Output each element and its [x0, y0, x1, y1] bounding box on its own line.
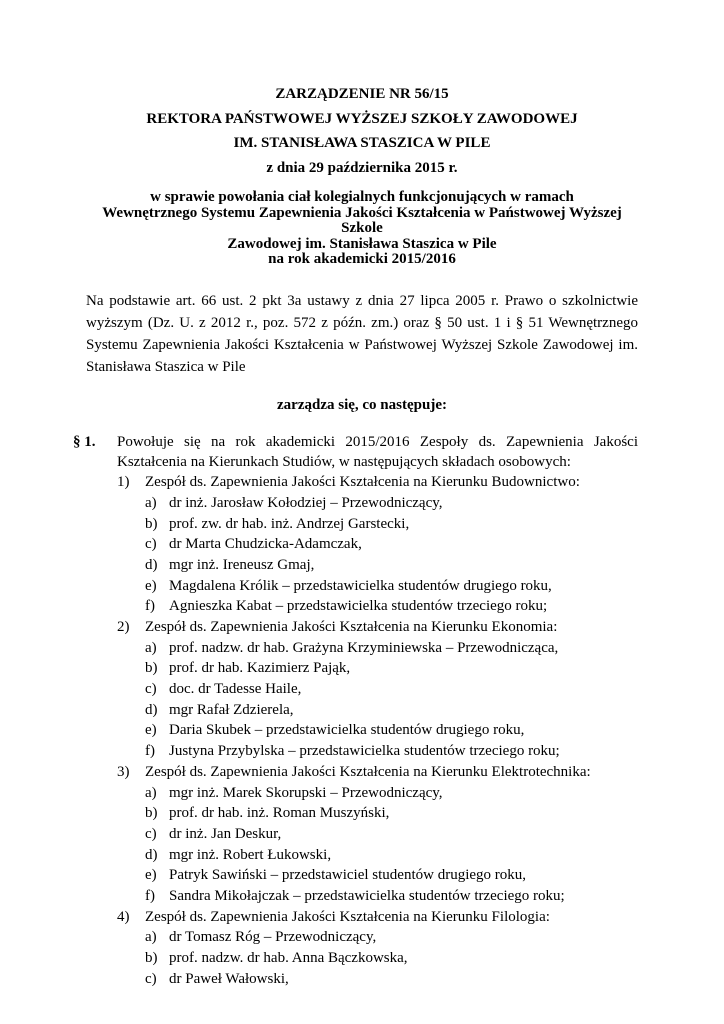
team-list	[117, 473, 638, 989]
subject-line: Wewnętrznego Systemu Zapewnienia Jakości Kształcenia w Państwowej Wyższej Szkole	[102, 204, 622, 236]
member-name: prof. zw. dr hab. inż. Andrzej Garstecki,	[169, 515, 410, 532]
member-item	[117, 742, 638, 762]
member-letter: a)	[145, 784, 157, 801]
decree-statement: zarządza się, co następuje:	[277, 396, 447, 413]
member-item	[117, 949, 638, 969]
member-item	[117, 577, 638, 597]
document-title: ZARZĄDZENIE NR 56/15	[275, 86, 449, 102]
legal-basis: Na podstawie art. 66 ust. 2 pkt 3a ustawy z dnia 27 lipca 2005 r. Prawo o szkolnictwie wyższym (Dz. U. z 2012 r., poz. 572 z późn. zm.) oraz § 50 ust. 1 i § 51 Wewnętrznego Systemu Zapewnienia Jakości Kształcenia w Państwowej Wyższej Szkole Zawodowej im. Stanisława Staszica w Pile	[86, 292, 638, 375]
member-name: prof. nadzw. dr hab. Anna Bączkowska,	[169, 950, 408, 966]
member-name: doc. dr Tadesse Haile,	[169, 681, 302, 698]
member-item	[117, 556, 638, 576]
member-item	[117, 970, 638, 990]
subject-line: na rok akademicki 2015/2016	[268, 251, 456, 267]
member-name: dr inż. Jarosław Kołodziej – Przewodniczący,	[169, 494, 443, 511]
team-title: Zespół ds. Zapewnienia Jakości Kształcenia na Kierunku Filologia:	[145, 908, 550, 925]
member-item	[117, 928, 638, 948]
member-letter: c)	[145, 825, 157, 842]
member-name: dr inż. Jan Deskur,	[169, 825, 282, 842]
member-name: Agnieszka Kabat – przedstawicielka studentów trzeciego roku;	[169, 598, 548, 615]
member-list	[117, 639, 638, 762]
member-letter: f)	[145, 598, 155, 615]
team-title: Zespół ds. Zapewnienia Jakości Kształcenia na Kierunku Elektrotechnika:	[145, 763, 591, 780]
team-item	[117, 763, 638, 907]
member-letter: c)	[145, 536, 157, 553]
member-letter: a)	[145, 494, 157, 511]
subject-line: Zawodowej im. Stanisława Staszica w Pile	[227, 235, 497, 252]
member-item	[117, 784, 638, 804]
member-letter: e)	[145, 867, 157, 884]
paragraph-1	[73, 433, 638, 989]
member-letter: f)	[145, 887, 155, 904]
member-name: prof. nadzw. dr hab. Grażyna Krzyminiewska – Przewodnicząca,	[169, 639, 559, 656]
issuer-line: REKTORA PAŃSTWOWEJ WYŻSZEJ SZKOŁY ZAWODOWEJ	[146, 110, 578, 127]
team-item	[117, 473, 638, 617]
team-number: 1)	[117, 474, 130, 491]
member-item	[117, 659, 638, 679]
team-heading	[117, 908, 638, 928]
member-letter: e)	[145, 577, 157, 594]
member-letter: b)	[145, 660, 158, 677]
paragraph-number: § 1.	[73, 434, 96, 450]
institution-name: IM. STANISŁAWA STASZICA W PILE	[233, 135, 491, 151]
member-name: dr Tomasz Róg – Przewodniczący,	[169, 929, 377, 946]
team-heading	[117, 618, 638, 638]
member-item	[117, 804, 638, 824]
member-list	[117, 494, 638, 617]
document-subject	[86, 190, 638, 268]
member-name: dr Paweł Wałowski,	[169, 970, 289, 987]
member-name: Sandra Mikołajczak – przedstawicielka studentów trzeciego roku;	[169, 887, 565, 904]
team-heading	[117, 763, 638, 783]
member-name: Daria Skubek – przedstawicielka studentów drugiego roku,	[169, 722, 525, 739]
member-letter: d)	[145, 701, 158, 718]
team-item	[117, 908, 638, 990]
member-letter: a)	[145, 929, 157, 946]
member-letter: d)	[145, 556, 158, 573]
member-name: prof. dr hab. Kazimierz Pająk,	[169, 660, 351, 677]
member-name: mgr inż. Marek Skorupski – Przewodniczący,	[169, 784, 443, 801]
member-letter: e)	[145, 722, 157, 739]
member-name: prof. dr hab. inż. Roman Muszyński,	[169, 805, 390, 822]
team-number: 2)	[117, 619, 130, 635]
team-heading	[117, 473, 638, 493]
member-item	[117, 535, 638, 555]
member-item	[117, 887, 638, 907]
member-item	[117, 825, 638, 845]
subject-line: w sprawie powołania ciał kolegialnych funkcjonujących w ramach	[150, 189, 574, 205]
team-title: Zespół ds. Zapewnienia Jakości Kształcenia na Kierunku Budownictwo:	[145, 474, 580, 491]
member-item	[117, 515, 638, 535]
member-item	[117, 597, 638, 617]
member-letter: f)	[145, 743, 155, 760]
member-name: mgr Rafał Zdzierela,	[169, 701, 294, 718]
member-name: mgr inż. Robert Łukowski,	[169, 846, 332, 863]
member-letter: d)	[145, 846, 158, 863]
team-number: 3)	[117, 763, 130, 780]
member-item	[117, 866, 638, 886]
member-item	[117, 721, 638, 741]
paragraph-text: Powołuje się na rok akademicki 2015/2016 Zespoły ds. Zapewnienia Jakości Kształcenia na Kierunkach Studiów, w następujących składach osobowych:	[117, 434, 638, 470]
member-letter: b)	[145, 950, 158, 966]
member-letter: b)	[145, 805, 158, 822]
member-item	[117, 846, 638, 866]
member-letter: c)	[145, 970, 157, 987]
member-item	[117, 494, 638, 514]
member-name: Justyna Przybylska – przedstawicielka studentów trzeciego roku;	[169, 743, 560, 760]
member-item	[117, 701, 638, 721]
member-item	[117, 680, 638, 700]
member-name: mgr inż. Ireneusz Gmaj,	[169, 556, 315, 573]
member-letter: b)	[145, 515, 158, 532]
team-item	[117, 618, 638, 762]
member-letter: a)	[145, 639, 157, 656]
member-list	[117, 784, 638, 907]
member-name: Magdalena Królik – przedstawicielka studentów drugiego roku,	[169, 577, 552, 594]
team-number: 4)	[117, 908, 130, 925]
document-date: z dnia 29 października 2015 r.	[266, 159, 458, 176]
document-page	[73, 85, 638, 989]
member-letter: c)	[145, 681, 157, 698]
member-item	[117, 639, 638, 659]
member-name: Patryk Sawiński – przedstawiciel studentów drugiego roku,	[169, 867, 527, 884]
member-name: dr Marta Chudzicka-Adamczak,	[169, 536, 362, 553]
member-list	[117, 928, 638, 989]
team-title: Zespół ds. Zapewnienia Jakości Kształcenia na Kierunku Ekonomia:	[145, 619, 558, 635]
